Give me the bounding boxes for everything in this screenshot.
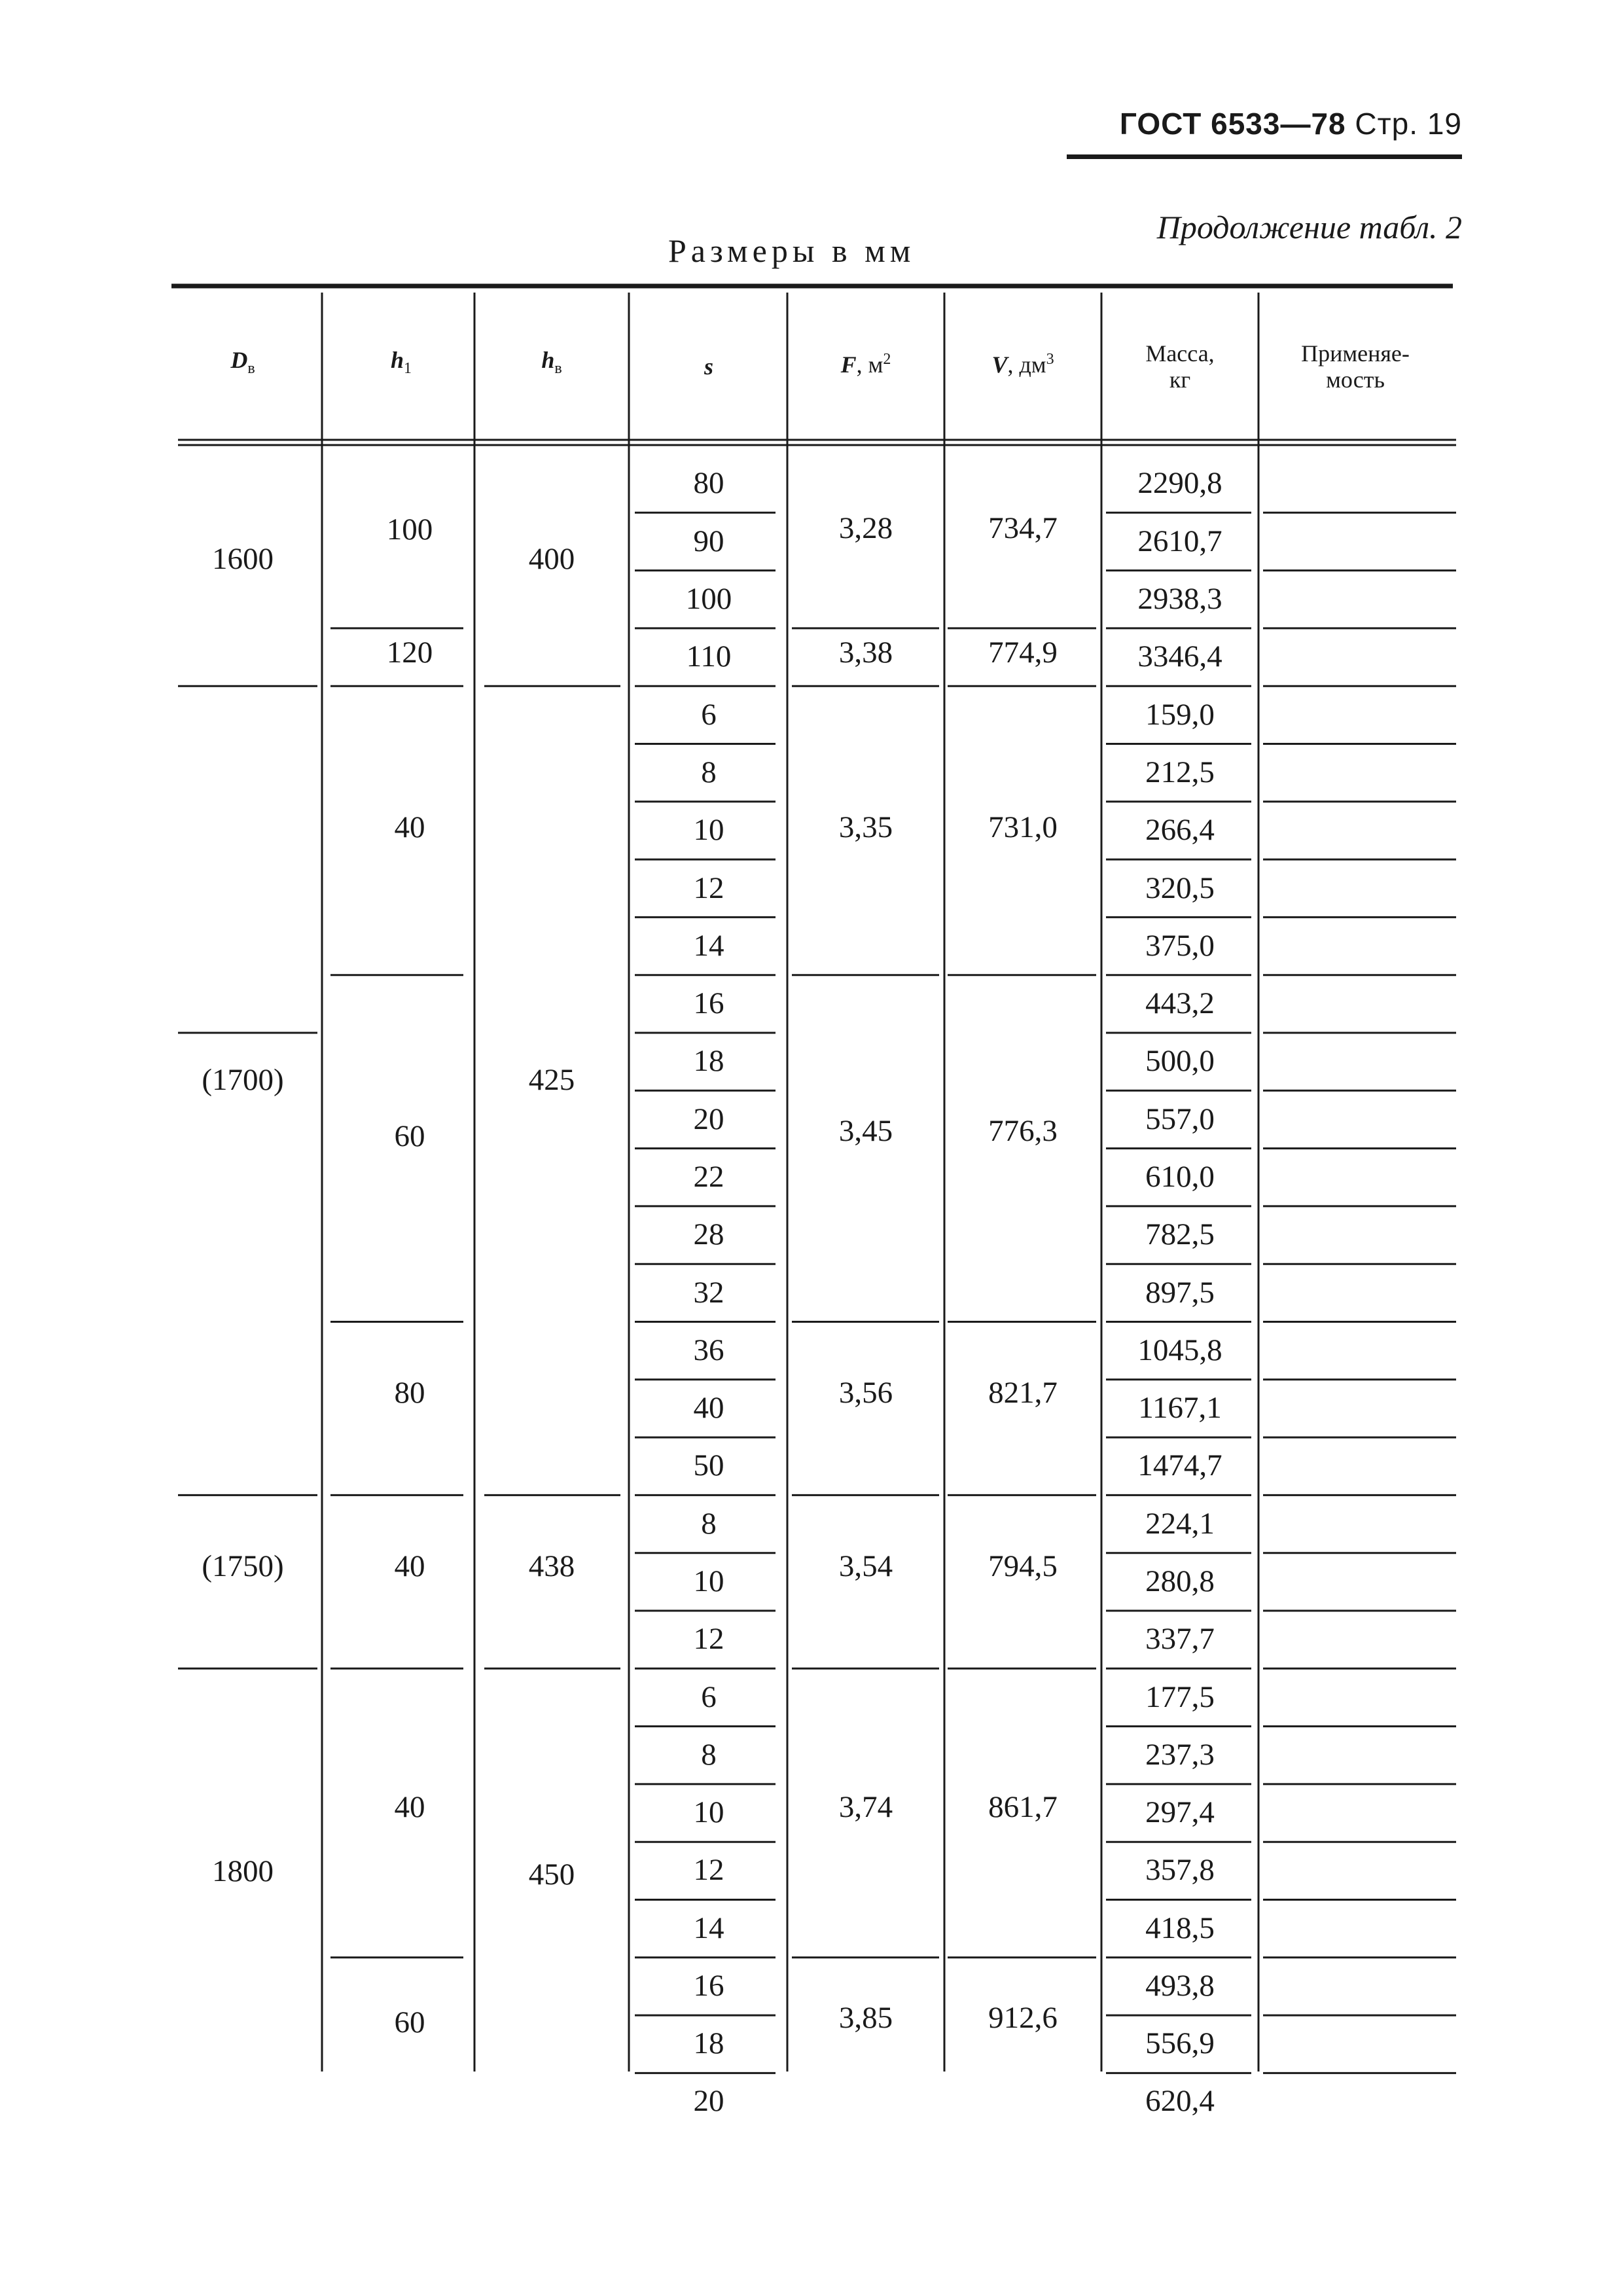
cell-mass: 237,3 (1145, 1738, 1215, 1772)
cell-s: 10 (693, 1795, 724, 1829)
cell-h1: 80 (394, 1376, 425, 1410)
cell-f: 3,38 (838, 636, 893, 670)
cell-s: 22 (693, 1160, 724, 1194)
cell-s: 28 (693, 1217, 724, 1251)
cell-s: 10 (693, 1564, 724, 1598)
cell-s: 32 (693, 1276, 724, 1310)
page-number: Стр. 19 (1355, 107, 1462, 141)
cell-mass: 1045,8 (1137, 1333, 1222, 1367)
cell-mass: 177,5 (1145, 1680, 1215, 1714)
cell-v: 912,6 (988, 2001, 1058, 2035)
cell-mass: 2938,3 (1137, 582, 1222, 616)
cell-mass: 224,1 (1145, 1507, 1215, 1541)
cell-mass: 782,5 (1145, 1217, 1215, 1251)
cell-s: 20 (693, 1102, 724, 1136)
col-header-h1: $h_1$ (390, 347, 412, 378)
cell-mass: 2610,7 (1137, 524, 1222, 558)
cell-s: 18 (693, 2026, 724, 2060)
cell-s: 12 (693, 1622, 724, 1656)
cell-s: 50 (693, 1448, 724, 1482)
cell-mass: 1167,1 (1138, 1391, 1222, 1425)
cell-v: 774,9 (988, 636, 1058, 670)
cell-s: 10 (693, 813, 724, 847)
cell-f: 3,85 (838, 2001, 893, 2035)
col-header-f: F, $м^2$ (840, 351, 891, 378)
cell-mass: 159,0 (1145, 698, 1215, 732)
cell-f: 3,54 (838, 1549, 893, 1583)
cell-hv: 438 (528, 1549, 575, 1583)
cell-mass: 493,8 (1145, 1969, 1215, 2003)
cell-s: 90 (693, 524, 724, 558)
col-header-mass: Масса, кг (1145, 340, 1215, 393)
cell-f: 3,28 (838, 511, 893, 545)
header-rule (1067, 154, 1462, 159)
cell-s: 16 (693, 1969, 724, 2003)
cell-s: 16 (693, 986, 724, 1020)
cell-f: 3,56 (838, 1376, 893, 1410)
cell-mass: 557,0 (1145, 1102, 1215, 1136)
cell-dv: 1600 (212, 542, 274, 576)
col-header-s: s (704, 353, 714, 380)
cell-dv: 1800 (212, 1854, 274, 1888)
cell-mass: 280,8 (1145, 1564, 1215, 1598)
cell-f: 3,35 (838, 810, 893, 844)
cell-s: 12 (693, 871, 724, 905)
cell-mass: 297,4 (1145, 1795, 1215, 1829)
cell-mass: 320,5 (1145, 871, 1215, 905)
cell-dv: (1700) (202, 1063, 284, 1097)
cell-v: 731,0 (988, 810, 1058, 844)
cell-v: 794,5 (988, 1549, 1058, 1583)
cell-s: 6 (701, 1680, 717, 1714)
col-header-use: Применяе- мость (1301, 340, 1410, 393)
cell-s: 8 (701, 755, 717, 789)
cell-hv: 450 (528, 1857, 575, 1892)
cell-s: 6 (701, 698, 717, 732)
units-caption: Размеры в мм (668, 232, 916, 269)
cell-s: 100 (685, 582, 732, 616)
cell-f: 3,45 (838, 1114, 893, 1148)
cell-s: 110 (686, 639, 732, 673)
cell-s: 36 (693, 1333, 724, 1367)
cell-mass: 266,4 (1145, 813, 1215, 847)
cell-mass: 357,8 (1145, 1853, 1215, 1887)
cell-mass: 610,0 (1145, 1160, 1215, 1194)
cell-h1: 40 (394, 810, 425, 844)
cell-h1: 40 (394, 1790, 425, 1824)
cell-hv: 400 (528, 542, 575, 576)
cell-h1: 60 (394, 2005, 425, 2039)
cell-h1: 60 (394, 1119, 425, 1153)
cell-mass: 212,5 (1145, 755, 1215, 789)
col-header-dv: $D_в$ (230, 347, 255, 378)
cell-mass: 337,7 (1145, 1622, 1215, 1656)
col-header-hv: $h_в$ (541, 347, 562, 378)
cell-mass: 556,9 (1145, 2026, 1215, 2060)
cell-v: 734,7 (988, 511, 1058, 545)
page-header (1120, 106, 1462, 141)
cell-mass: 1474,7 (1137, 1448, 1222, 1482)
cell-f: 3,74 (838, 1790, 893, 1824)
cell-s: 8 (701, 1738, 717, 1772)
cell-mass: 500,0 (1145, 1044, 1215, 1078)
cell-s: 18 (693, 1044, 724, 1078)
cell-dv: (1750) (202, 1549, 284, 1583)
cell-v: 861,7 (988, 1790, 1058, 1824)
cell-mass: 3346,4 (1137, 639, 1222, 673)
cell-mass: 443,2 (1145, 986, 1215, 1020)
table-continuation: Продолжение табл. 2 (1156, 209, 1462, 245)
cell-v: 821,7 (988, 1376, 1058, 1410)
cell-mass: 897,5 (1145, 1276, 1215, 1310)
cell-s: 20 (693, 2084, 724, 2118)
standard-number: ГОСТ 6533—78 (1119, 107, 1346, 141)
col-header-v: V, $дм^3$ (991, 351, 1054, 378)
cell-s: 14 (693, 929, 724, 963)
cell-h1: 120 (386, 636, 433, 670)
cell-s: 14 (693, 1911, 724, 1945)
cell-mass: 2290,8 (1137, 466, 1222, 500)
cell-h1: 100 (386, 512, 433, 547)
cell-h1: 40 (394, 1549, 425, 1583)
cell-hv: 425 (528, 1063, 575, 1097)
cell-mass: 418,5 (1145, 1911, 1215, 1945)
cell-mass: 620,4 (1145, 2084, 1215, 2118)
cell-s: 8 (701, 1507, 717, 1541)
cell-v: 776,3 (988, 1114, 1058, 1148)
cell-s: 40 (693, 1391, 724, 1425)
cell-s: 12 (693, 1853, 724, 1887)
cell-s: 80 (693, 466, 724, 500)
cell-mass: 375,0 (1145, 929, 1215, 963)
